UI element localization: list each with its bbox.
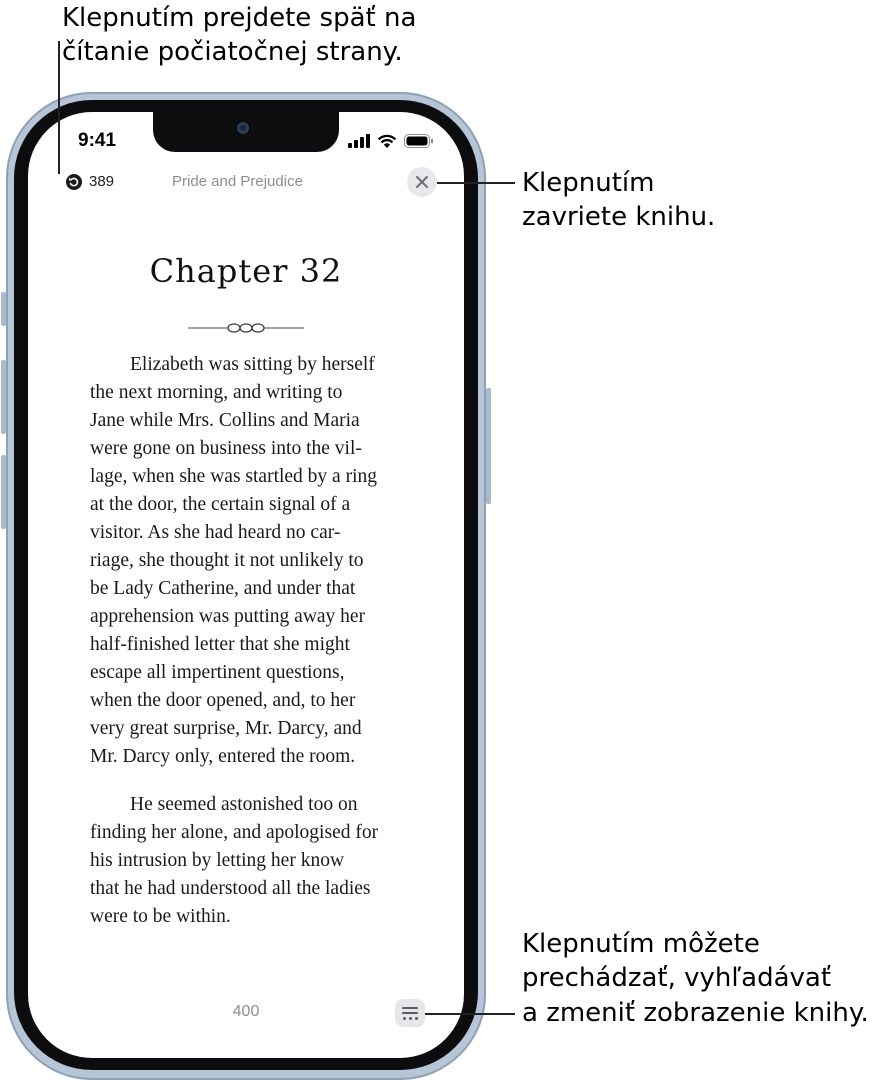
callout-back-line2: čítanie počiatočnej strany. (62, 37, 403, 67)
book-page-text (90, 351, 424, 931)
paragraph-gap (90, 771, 424, 791)
notch (153, 112, 339, 152)
text-line: when the door opened, and, to her (90, 690, 356, 711)
book-title: Pride and Prejudice (172, 173, 303, 190)
battery-icon (404, 134, 434, 148)
text-line: apprehension was putting away her (90, 606, 366, 627)
callout-back-leader-vertical (58, 41, 60, 174)
callout-menu-line3: a zmeniť zobrazenie knihy. (522, 998, 869, 1028)
paragraph-2 (90, 791, 424, 931)
callout-menu-leader (425, 1013, 515, 1015)
text-line: the next morning, and writing to (90, 382, 343, 403)
side-button-volume-down (1, 455, 6, 529)
menu-icon-bar (402, 1012, 418, 1014)
chapter-ornament (188, 320, 304, 336)
text-line: very great surprise, Mr. Darcy, and (90, 718, 362, 739)
callout-menu-line2: prechádzať, vyhľadávať (522, 963, 832, 993)
front-camera (237, 122, 249, 134)
text-line: Mr. Darcy only, entered the room. (90, 746, 356, 767)
back-arrow-icon (66, 174, 82, 190)
text-line: riage, she thought it not unlikely to (90, 550, 364, 571)
cellular-signal-icon (348, 134, 370, 148)
back-page-number: 389 (89, 173, 115, 190)
side-button-power (486, 388, 491, 504)
text-line: He seemed astonished too on (130, 794, 358, 815)
status-time: 9:41 (78, 130, 117, 151)
menu-icon-dots (403, 1017, 418, 1020)
text-line: escape all impertinent questions, (90, 662, 345, 683)
back-to-start-page-button[interactable] (66, 173, 114, 190)
callout-close-leader (437, 182, 515, 184)
paragraph-1 (90, 351, 424, 771)
text-line: that he had understood all the ladies (90, 878, 371, 899)
close-book-button[interactable] (407, 167, 437, 197)
text-line: finding her alone, and apologised for (90, 822, 379, 843)
callout-back-line1: Klepnutím prejdete späť na (62, 3, 417, 33)
text-line: Elizabeth was sitting by herself (130, 354, 375, 375)
text-line: his intrusion by letting her know (90, 850, 345, 871)
reader-top-bar (28, 167, 464, 197)
text-line: at the door, the certain signal of a (90, 494, 351, 515)
text-line: half-finished letter that she might (90, 634, 350, 655)
callout-close-line2: zavriete knihu. (522, 202, 716, 232)
page-number: 400 (232, 1003, 260, 1020)
callout-menu-line1: Klepnutím môžete (522, 929, 760, 959)
wifi-icon (377, 134, 397, 148)
screen (28, 112, 464, 1058)
side-button-volume-up (1, 360, 6, 434)
text-line: were gone on business into the vil- (90, 438, 362, 459)
text-line: Jane while Mrs. Collins and Maria (90, 410, 360, 431)
callout-close-line1: Klepnutím (522, 168, 655, 198)
side-button-mute (1, 292, 6, 326)
text-line: visitor. As she had heard no car- (90, 522, 341, 543)
close-icon (415, 175, 429, 189)
menu-icon (402, 1007, 418, 1009)
text-line: lage, when she was startled by a ring (90, 466, 377, 487)
reader-menu-button[interactable] (395, 999, 425, 1027)
chapter-title: Chapter 32 (149, 252, 343, 290)
text-line: be Lady Catherine, and under that (90, 578, 356, 599)
text-line: were to be within. (90, 906, 231, 927)
status-icons (348, 134, 434, 148)
